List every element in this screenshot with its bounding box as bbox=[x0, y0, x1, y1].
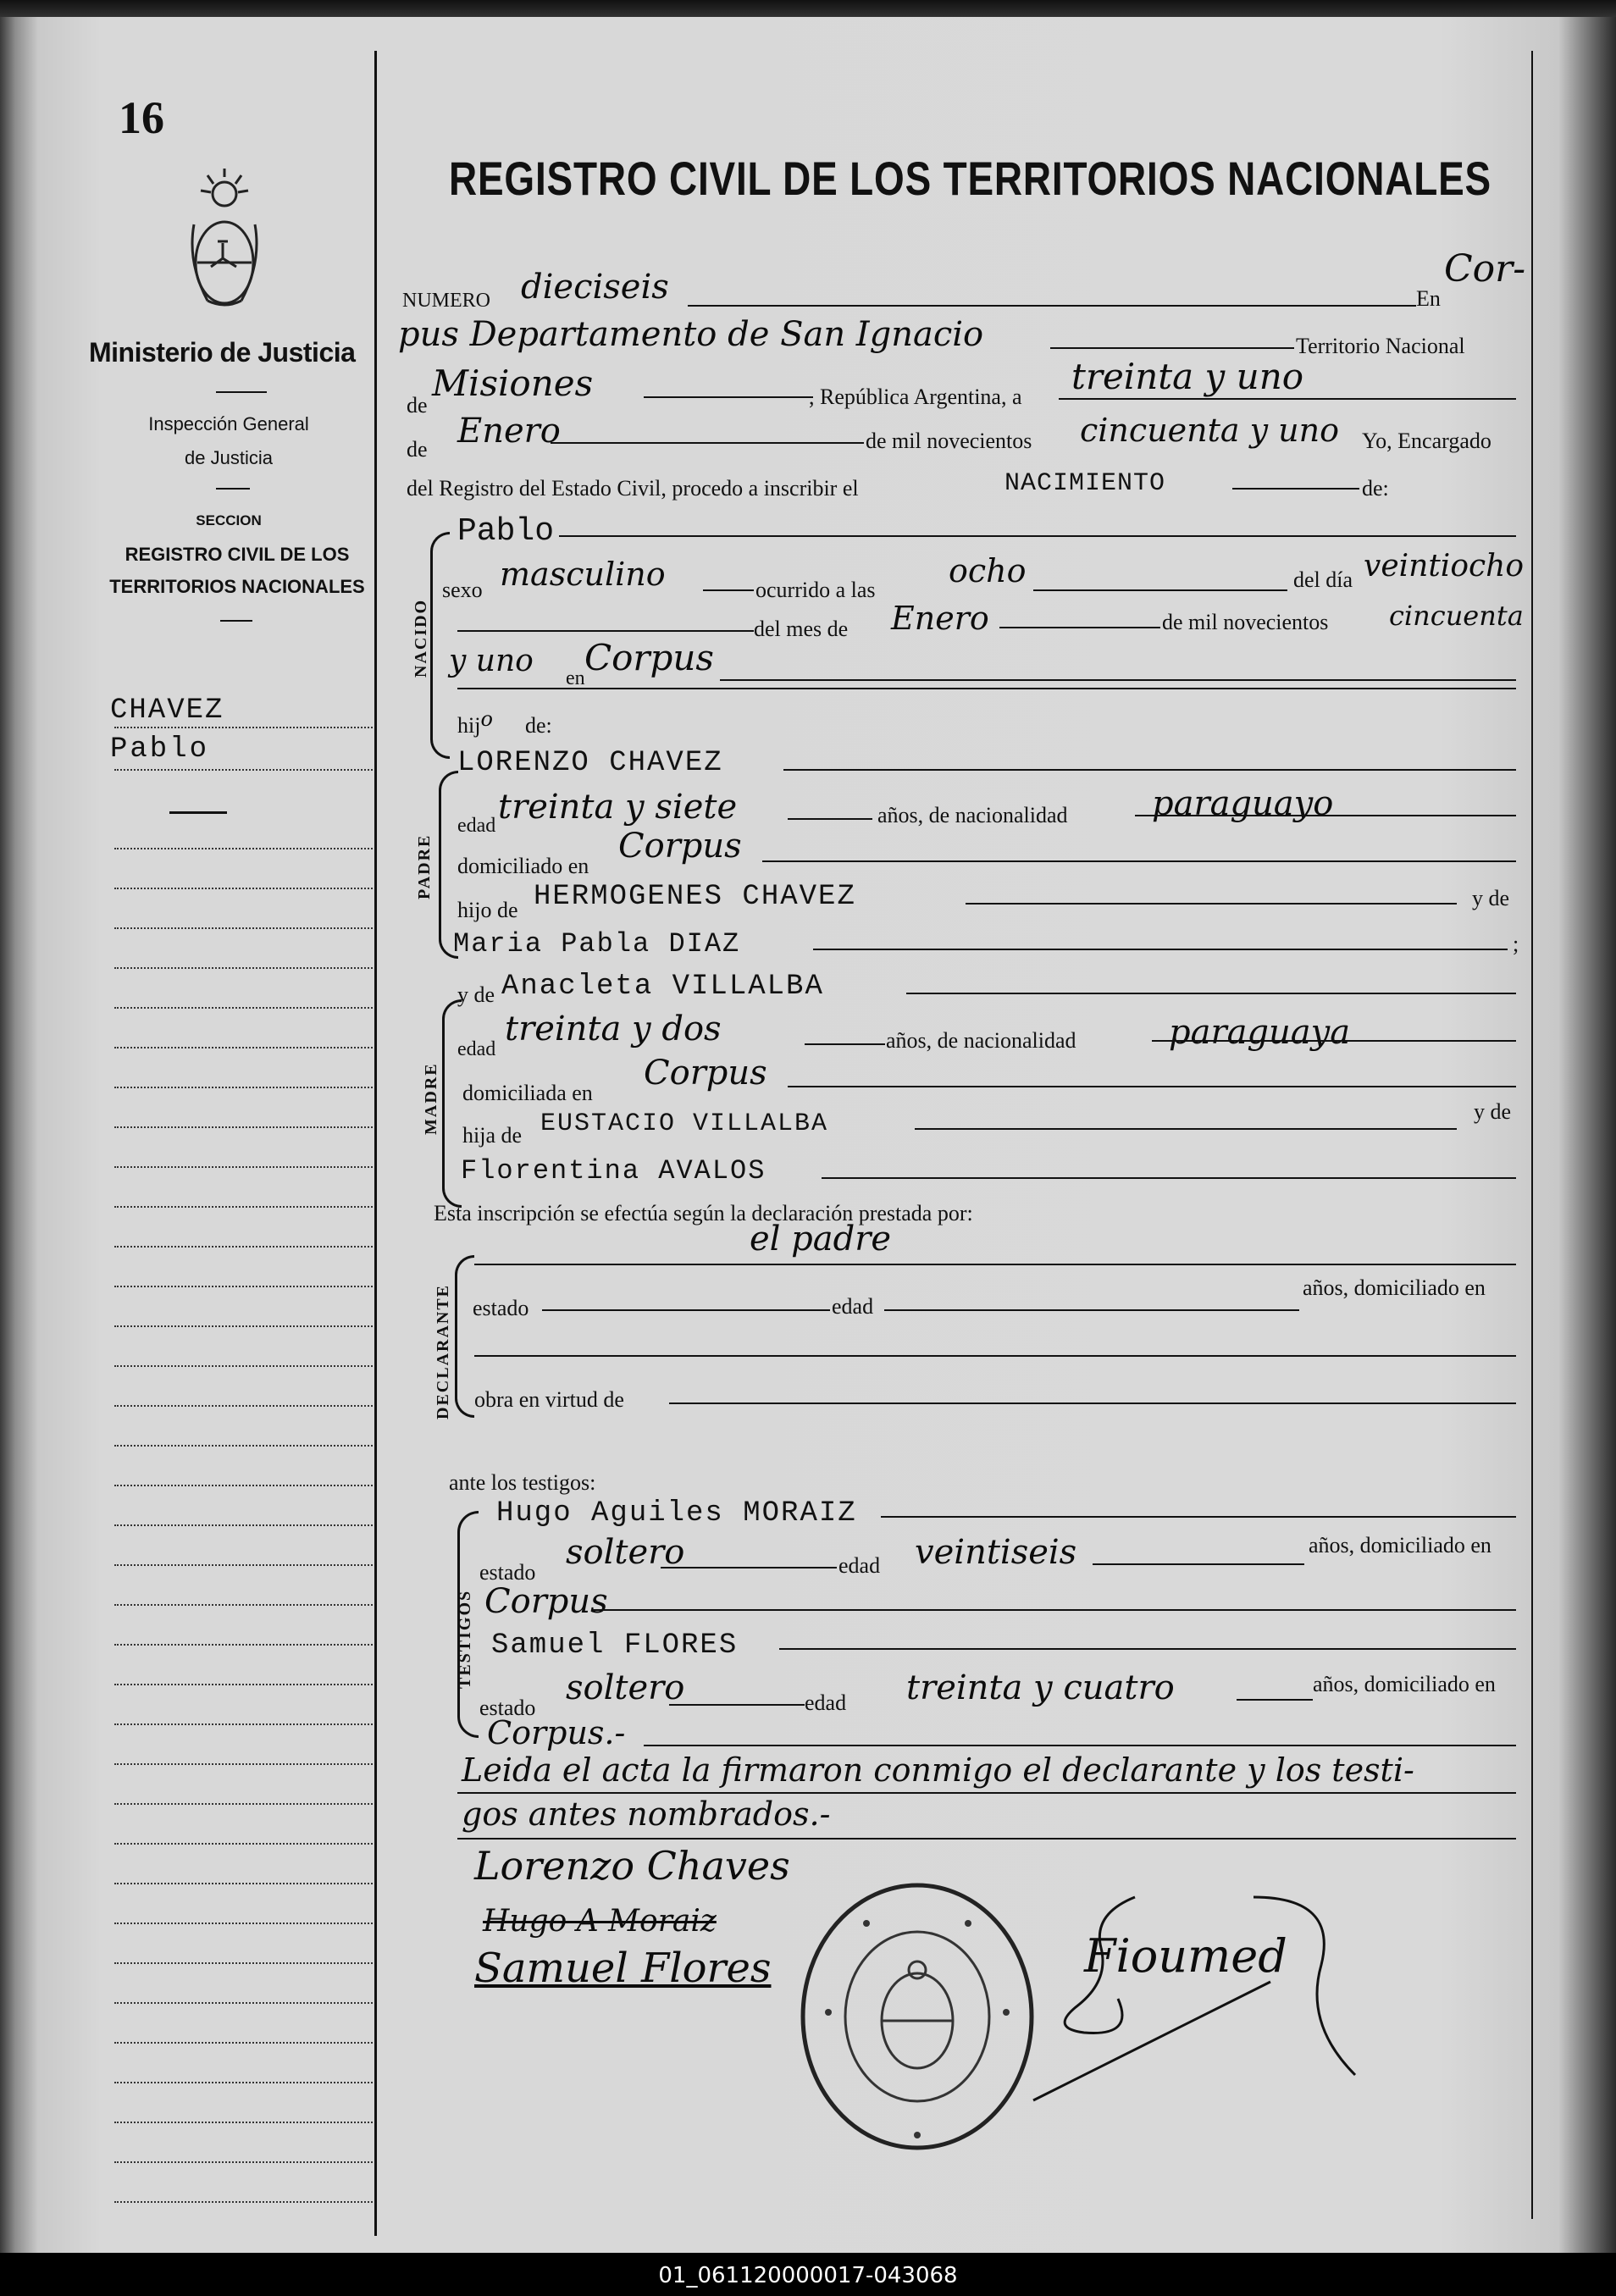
madre-hija-label: hija de bbox=[462, 1123, 523, 1148]
inspection-line2: de Justicia bbox=[185, 447, 273, 468]
margin-ruled-line bbox=[114, 927, 373, 929]
testigos-section-label: TESTIGOS bbox=[456, 1589, 474, 1689]
margin-ruled-line bbox=[114, 2002, 373, 2004]
margin-ruled-line bbox=[114, 1485, 373, 1486]
madre-dom-value: Corpus bbox=[644, 1054, 767, 1093]
territory-value: Misiones bbox=[432, 362, 594, 404]
padre-hijo-label: hijo de bbox=[457, 898, 518, 922]
padre-nac-label: años, de nacionalidad bbox=[877, 803, 1068, 827]
margin-ruled-line bbox=[114, 1644, 373, 1646]
place-value-b: pus Departamento de San Ignacio bbox=[398, 315, 984, 354]
right-border bbox=[1531, 51, 1533, 2219]
signature-father: Lorenzo Chaves bbox=[474, 1843, 790, 1889]
margin-ruled-line bbox=[114, 967, 373, 969]
declarante-edad-label: edad bbox=[832, 1294, 874, 1319]
padre-dom-value: Corpus bbox=[618, 827, 742, 866]
madre-edad-value: treinta y dos bbox=[505, 1010, 722, 1048]
register-page bbox=[0, 17, 1616, 2253]
hour-value: ocho bbox=[949, 552, 1027, 589]
birth-place: Corpus bbox=[584, 637, 714, 678]
madre-edad-label: edad bbox=[457, 1038, 496, 1060]
nacido-brace bbox=[430, 532, 450, 759]
de-label: de bbox=[407, 393, 428, 418]
declaracion-value: el padre bbox=[750, 1220, 892, 1259]
margin-ruled-line bbox=[114, 1445, 373, 1447]
margin-ruled-line bbox=[114, 888, 373, 889]
margin-ruled-line bbox=[114, 1087, 373, 1088]
declarante-anos-label: años, domiciliado en bbox=[1303, 1275, 1486, 1300]
margin-given-name: Pablo bbox=[110, 733, 210, 766]
w2-edad-label: edad bbox=[805, 1690, 847, 1715]
margin-ruled-line bbox=[114, 1843, 373, 1845]
father-full-name: LORENZO CHAVEZ bbox=[457, 747, 723, 779]
w2-estado-label: estado bbox=[479, 1696, 536, 1720]
witness1-name: Hugo Aguiles MORAIZ bbox=[496, 1497, 857, 1530]
mes-label: del mes de bbox=[754, 617, 849, 641]
margin-ruled-line bbox=[114, 2201, 373, 2203]
mother-full-name: Anacleta VILLALBA bbox=[501, 971, 824, 1003]
page-number: 16 bbox=[119, 92, 164, 143]
w2-dom-value: Corpus.- bbox=[487, 1714, 626, 1751]
sexo-label: sexo bbox=[442, 578, 483, 602]
margin-divider bbox=[374, 51, 377, 2236]
padre-dom-label: domiciliado en bbox=[457, 854, 589, 878]
margin-ruled-line bbox=[114, 1007, 373, 1009]
signature-witness1: Hugo A Moraiz bbox=[483, 1904, 717, 1939]
margin-ruled-line bbox=[114, 1286, 373, 1287]
margin-ruled-line bbox=[114, 2082, 373, 2083]
territorio-label: Territorio Nacional bbox=[1296, 334, 1465, 358]
testigos-intro: ante los testigos: bbox=[449, 1470, 596, 1495]
margin-ruled-line bbox=[114, 2042, 373, 2044]
w1-dom-value: Corpus bbox=[484, 1582, 608, 1621]
ministry-title: Ministerio de Justicia bbox=[89, 337, 356, 368]
padre-y-de: y de bbox=[1472, 886, 1510, 910]
registro-label: del Registro del Estado Civil, procedo a inscribir el bbox=[407, 476, 859, 501]
de-label-2: de bbox=[407, 437, 428, 462]
closing-line1: Leida el acta la firmaron conmigo el declarante y los testi- bbox=[462, 1751, 1414, 1789]
w1-edad-value: veintiseis bbox=[915, 1533, 1077, 1572]
paternal-grandmother: Maria Pabla DIAZ bbox=[453, 928, 741, 960]
republica-label: , República Argentina, a bbox=[809, 385, 1022, 409]
numero-label: NUMERO bbox=[402, 290, 491, 312]
margin-ruled-line bbox=[114, 1047, 373, 1048]
maternal-grandmother: Florentina AVALOS bbox=[461, 1155, 766, 1187]
madre-section-label: MADRE bbox=[422, 1062, 440, 1135]
paternal-grandfather: HERMOGENES CHAVEZ bbox=[534, 881, 856, 913]
margin-ruled-line bbox=[114, 727, 373, 728]
madre-y-de-2: y de bbox=[1474, 1099, 1512, 1124]
w1-edad-label: edad bbox=[838, 1553, 881, 1578]
de-colon-nacido: de: bbox=[525, 713, 552, 738]
margin-ruled-line bbox=[114, 1883, 373, 1884]
year-label: de mil novecientos bbox=[866, 429, 1032, 453]
padre-end-mark: ; bbox=[1513, 932, 1519, 956]
month-value: Enero bbox=[457, 412, 561, 451]
hijo-label bbox=[457, 707, 493, 739]
nacido-section-label: NACIDO bbox=[412, 598, 430, 678]
day-value: treinta y uno bbox=[1071, 356, 1304, 397]
child-name: Pablo bbox=[457, 513, 555, 550]
day-value-nacido: veintiocho bbox=[1364, 549, 1525, 584]
w2-estado-value: soltero bbox=[566, 1668, 685, 1707]
declarante-estado-label: estado bbox=[473, 1296, 529, 1320]
margin-ruled-line bbox=[114, 2161, 373, 2163]
padre-nac-value: paraguayo bbox=[1152, 784, 1334, 823]
margin-ruled-line bbox=[114, 1206, 373, 1208]
margin-ruled-line bbox=[114, 1684, 373, 1685]
declarante-obra-label: obra en virtud de bbox=[474, 1387, 624, 1412]
padre-edad-value: treinta y siete bbox=[498, 788, 738, 827]
margin-ruled-line bbox=[114, 1166, 373, 1168]
margin-ruled-line bbox=[114, 1126, 373, 1128]
madre-y-de: y de bbox=[457, 982, 495, 1007]
margin-ruled-line bbox=[114, 848, 373, 849]
w1-estado-label: estado bbox=[479, 1560, 536, 1585]
madre-dom-label: domiciliada en bbox=[462, 1081, 593, 1105]
margin-ruled-line bbox=[114, 1564, 373, 1566]
argentina-coat-of-arms-icon bbox=[182, 165, 267, 318]
padre-section-label: PADRE bbox=[415, 833, 434, 899]
place-value-a: Cor- bbox=[1444, 247, 1526, 290]
en-label-nacido: en bbox=[566, 667, 585, 689]
sexo-value: masculino bbox=[500, 556, 666, 593]
margin-ruled-line bbox=[114, 1325, 373, 1327]
section-line1: REGISTRO CIVIL DE LOS bbox=[125, 544, 350, 565]
margin-surname: CHAVEZ bbox=[110, 694, 224, 727]
del-dia-label: del día bbox=[1293, 567, 1353, 592]
section-line2: TERRITORIOS NACIONALES bbox=[109, 576, 365, 597]
margin-ruled-line bbox=[114, 769, 373, 771]
declaracion-label: Esta inscripción se efectúa según la declaración prestada por: bbox=[434, 1201, 973, 1225]
w1-estado-value: soltero bbox=[566, 1533, 685, 1572]
margin-ruled-line bbox=[114, 1246, 373, 1248]
margin-ruled-line bbox=[114, 1803, 373, 1805]
signature-witness2: Samuel Flores bbox=[474, 1945, 772, 1992]
w2-edad-value: treinta y cuatro bbox=[906, 1668, 1175, 1707]
margin-ruled-line bbox=[114, 1405, 373, 1407]
declarante-section-label: DECLARANTE bbox=[434, 1283, 452, 1419]
hijo-suffix: o bbox=[480, 707, 493, 731]
margin-ruled-line bbox=[114, 1763, 373, 1765]
encargado-label: Yo, Encargado bbox=[1362, 429, 1491, 453]
w2-anos-label: años, domiciliado en bbox=[1313, 1672, 1496, 1696]
year-value-b: y uno bbox=[449, 644, 534, 678]
padre-edad-label: edad bbox=[457, 815, 496, 837]
ocurrido-label: ocurrido a las bbox=[755, 578, 876, 602]
margin-ruled-line bbox=[114, 1723, 373, 1725]
year-value: cincuenta y uno bbox=[1080, 412, 1340, 449]
witness2-name: Samuel FLORES bbox=[491, 1629, 739, 1662]
scan-id-footer: 01_061120000017-043068 bbox=[658, 2263, 958, 2288]
numero-value: dieciseis bbox=[521, 268, 669, 307]
document-title: REGISTRO CIVIL DE LOS TERRITORIOS NACIONALES bbox=[449, 152, 1491, 205]
closing-line2: gos antes nombrados.- bbox=[462, 1795, 831, 1833]
margin-ruled-line bbox=[114, 2122, 373, 2123]
margin-ruled-line bbox=[114, 1923, 373, 1924]
registrar-signature: Fioumed bbox=[1084, 1929, 1287, 1983]
en-label: En bbox=[1416, 286, 1441, 311]
margin-ruled-line bbox=[114, 1604, 373, 1606]
inspection-line1: Inspección General bbox=[148, 413, 309, 434]
year-value-a: cincuenta bbox=[1389, 600, 1524, 632]
w1-anos-label: años, domiciliado en bbox=[1309, 1533, 1491, 1557]
margin-ruled-line bbox=[114, 1524, 373, 1526]
madre-nac-label: años, de nacionalidad bbox=[886, 1028, 1076, 1053]
year-label-nacido: de mil novecientos bbox=[1162, 610, 1329, 634]
madre-brace bbox=[442, 999, 462, 1208]
declarante-brace bbox=[455, 1255, 474, 1418]
hijo-prefix: hij bbox=[457, 713, 481, 738]
month-value-nacido: Enero bbox=[891, 600, 989, 637]
section-label: SECCION bbox=[196, 512, 262, 528]
act-type: NACIMIENTO bbox=[1004, 469, 1166, 498]
madre-nac-value: paraguaya bbox=[1169, 1013, 1351, 1052]
margin-ruled-line bbox=[114, 1962, 373, 1964]
margin-ruled-line bbox=[114, 1365, 373, 1367]
registrar-signature-flourish bbox=[999, 1880, 1389, 2126]
de-colon: de: bbox=[1362, 476, 1389, 501]
maternal-grandfather: EUSTACIO VILLALBA bbox=[540, 1109, 829, 1138]
